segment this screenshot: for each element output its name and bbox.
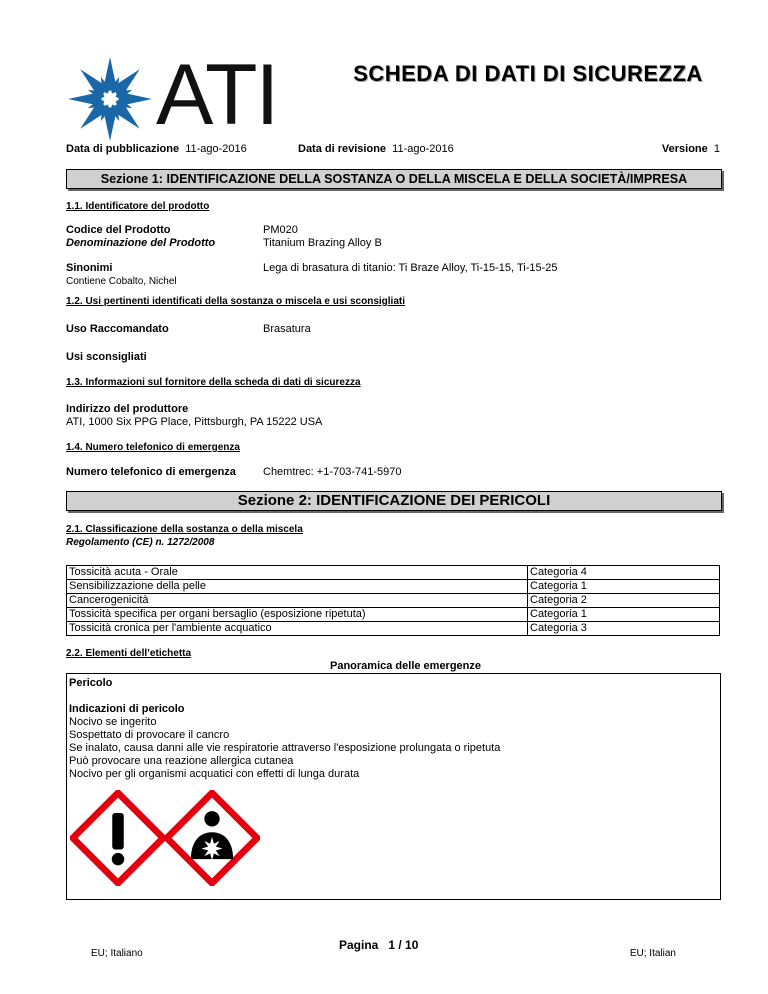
hazard-statement: Nocivo per gli organismi acquatici con effetti di lunga durata (69, 768, 360, 780)
exclamation-mark-icon (70, 790, 166, 886)
revision-date-label: Data di revisione (298, 143, 387, 155)
health-hazard-icon (164, 790, 260, 886)
publication-date (66, 143, 247, 155)
star-logo-icon (66, 55, 154, 143)
hazard-category: Categoria 4 (528, 566, 720, 580)
hazard-class: Tossicità acuta - Orale (67, 566, 528, 580)
hazard-statement: Se inalato, causa danni alle vie respiratorie attraverso l'esposizione prolungata o ripetuta (69, 742, 501, 754)
emergency-phone-label: Numero telefonico di emergenza (66, 466, 236, 478)
subsection-2-1: 2.1. Classificazione della sostanza o della miscela (66, 524, 303, 535)
synonyms-label: Sinonimi (66, 262, 113, 274)
logo-text: ATI (156, 47, 278, 143)
emergency-phone-value: Chemtrec: +1-703-741-5970 (263, 466, 402, 478)
subsection-1-2: 1.2. Usi pertinenti identificati della sostanza o miscela e usi sconsigliati (66, 296, 405, 307)
company-logo (66, 47, 278, 143)
label-elements-box (66, 673, 721, 900)
hazard-category: Categoria 1 (528, 580, 720, 594)
hazard-statement: Nocivo se ingerito (69, 716, 157, 728)
product-name-value: Titanium Brazing Alloy B (263, 237, 382, 249)
recommended-use-label: Uso Raccomandato (66, 323, 169, 335)
footer-right: EU; Italian (629, 948, 676, 959)
section-1-header: Sezione 1: IDENTIFICAZIONE DELLA SOSTANZA O DELLA MISCELA E DELLA SOCIETÀ/IMPRESA (66, 169, 722, 189)
footer-left: EU; Italiano (91, 948, 143, 959)
hazard-category: Categoria 1 (528, 608, 720, 622)
version-label: Versione (661, 143, 708, 155)
hazard-statement: Può provocare una reazione allergica cutanea (69, 755, 294, 767)
product-name-label: Denominazione del Prodotto (66, 237, 216, 249)
revision-date (298, 143, 454, 155)
page-value: 1 / 10 (388, 938, 419, 952)
manufacturer-address-label: Indirizzo del produttore (66, 403, 189, 415)
regulation-reference: Regolamento (CE) n. 1272/2008 (66, 537, 215, 548)
subsection-1-1: 1.1. Identificatore del prodotto (66, 201, 210, 212)
table-row (67, 580, 720, 594)
revision-date-value: 11-ago-2016 (392, 143, 454, 155)
hazard-class: Cancerogenicità (67, 594, 528, 608)
hazard-statements-label: Indicazioni di pericolo (69, 703, 185, 715)
subsection-2-2: 2.2. Elementi dell’etichetta (66, 648, 192, 659)
hazard-class: Tossicità cronica per l'ambiente acquatico (67, 622, 528, 636)
contains-note: Contiene Cobalto, Nichel (66, 276, 177, 287)
recommended-use-value: Brasatura (263, 323, 311, 335)
publication-date-label: Data di pubblicazione (66, 143, 180, 155)
table-row (67, 594, 720, 608)
page-number (339, 938, 418, 952)
manufacturer-address-value: ATI, 1000 Six PPG Place, Pittsburgh, PA 15222 USA (66, 416, 323, 428)
table-row (67, 622, 720, 636)
classification-table (66, 565, 720, 636)
hazard-statement: Sospettato di provocare il cancro (69, 729, 230, 741)
subsection-1-4: 1.4. Numero telefonico di emergenza (66, 442, 240, 453)
hazard-category: Categoria 2 (528, 594, 720, 608)
publication-date-value: 11-ago-2016 (185, 143, 247, 155)
emergency-overview-label: Panoramica delle emergenze (330, 660, 482, 672)
hazard-class: Sensibilizzazione della pelle (67, 580, 528, 594)
subsection-1-3: 1.3. Informazioni sul fornitore della scheda di dati di sicurezza (66, 377, 361, 388)
product-code-label: Codice del Prodotto (66, 224, 171, 236)
table-row (67, 608, 720, 622)
signal-word: Pericolo (69, 677, 113, 689)
section-2-header: Sezione 2: IDENTIFICAZIONE DEI PERICOLI (66, 491, 722, 511)
version-value: 1 (713, 143, 720, 155)
table-row (67, 566, 720, 580)
discouraged-uses-label: Usi sconsigliati (66, 351, 147, 363)
hazard-category: Categoria 3 (528, 622, 720, 636)
synonyms-value: Lega di brasatura di titanio: Ti Braze Alloy, Ti-15-15, Ti-15-25 (263, 262, 558, 274)
hazard-class: Tossicità specifica per organi bersaglio (esposizione ripetuta) (67, 608, 528, 622)
page-label: Pagina (339, 938, 379, 952)
product-code-value: PM020 (263, 224, 298, 236)
hazard-statements-list (69, 716, 500, 781)
document-title: SCHEDA DI DATI DI SICUREZZA (353, 61, 703, 86)
version (640, 143, 720, 155)
